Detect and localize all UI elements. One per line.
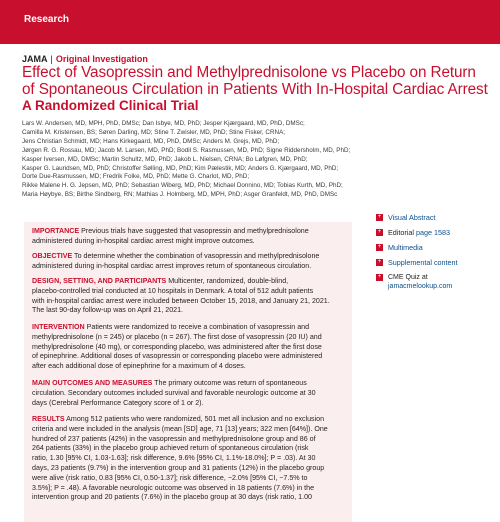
abstract-line: after each additional dose of epinephrine for a maximum of 4 doses. — [32, 362, 246, 371]
section-label: Research — [24, 14, 70, 25]
author-line: Lars W. Andersen, MD, MPH, PhD, DMSc; Dan Isbye, MD, PhD; Jesper Kjærgaard, MD, PhD, DMSc; — [22, 120, 305, 127]
author-line: Jørgen R. G. Rossau, MD; Jacob M. Larsen, MD, PhD; Bodil S. Rasmussen, MD, PhD; Signe Riddersholm, MD, PhD; — [22, 146, 351, 154]
abstract-line: days (Cerebral Performance Category score of 1 or 2). — [32, 398, 204, 407]
article-title: Effect of Vasopressin and Methylprednisolone vs Placebo on Return of Spontaneous Circulation in Patients With In-Hospital Cardiac Arrest — [22, 64, 488, 98]
abstract-line: methylprednisolone (40 mg), or corresponding placebo, was administered after the first dose — [32, 342, 322, 351]
abstract-line: Patients were randomized to receive a combination of vasopressin and — [84, 323, 310, 331]
cme-label: CME Quiz at — [388, 274, 428, 281]
author-line: Kasper G. Lauridsen, MD, PhD; Christoffer Sølling, MD, PhD; Kim Pælestik, MD; Anders G. Kjærgaard, MD, PhD; — [22, 164, 339, 172]
link-label[interactable]: Supplemental content — [388, 258, 458, 267]
section-label: INTERVENTION — [32, 323, 85, 331]
abstract-outcomes — [32, 379, 350, 408]
link-label[interactable]: Multimedia — [388, 243, 423, 252]
journal-separator: | — [50, 54, 53, 64]
link-prefix: Editorial — [388, 228, 416, 237]
abstract-line: intervention group and 20 patients (7.6%) in the placebo group at 30 days (risk ratio, 1.00 — [32, 493, 312, 502]
abstract-line: methylprednisolone (n = 245) or placebo (n = 267). The first dose of vasopressin (20 IU) and — [32, 332, 322, 341]
abstract-design — [32, 277, 350, 316]
author-line: Kasper Iversen, MD, DMSc; Martin Schultz, MD, PhD; Jakob L. Nielsen, CRNA; Bo Løfgren, MD, PhD; — [22, 155, 308, 163]
abstract-line: 3.5%]; P = .48). A favorable neurologic outcome was observed in 18 patients (7.6%) in the — [32, 483, 315, 492]
visual-abstract-icon: + — [377, 214, 382, 220]
link-label[interactable]: Visual Abstract — [388, 213, 436, 222]
abstract-line: of epinephrine. Additional doses of vasopressin or corresponding placebo were administered — [32, 352, 323, 361]
abstract-results — [32, 415, 350, 503]
abstract-line: 264 patients (33%) in the placebo group achieved return of spontaneous circulation (risk — [32, 444, 309, 453]
section-banner — [0, 0, 500, 44]
section-label: DESIGN, SETTING, AND PARTICIPANTS — [32, 277, 167, 285]
author-line: Camilla M. Kristensen, BS; Søren Darling, MD; Stine T. Zwisler, MD, PhD; Stine Fisker, CRNA; — [22, 128, 286, 136]
author-line: Dorte Due-Rasmussen, MD; Fredrik Folke, MD, PhD; Mette G. Charlot, MD, PhD; — [22, 173, 250, 181]
article-type: Original Investigation — [55, 54, 148, 64]
section-label: OBJECTIVE — [32, 252, 73, 260]
section-label: IMPORTANCE — [32, 227, 80, 235]
editorial-link[interactable] — [376, 228, 491, 243]
abstract-objective — [32, 252, 350, 272]
supplemental-content-icon: + — [377, 259, 382, 265]
abstract-intervention — [32, 323, 350, 372]
supplemental-content-link[interactable] — [376, 258, 491, 273]
section-label: MAIN OUTCOMES AND MEASURES — [32, 379, 153, 387]
abstract-line: placebo-controlled trial conducted at 10 hospitals in Denmark. A total of 512 adult patients — [32, 286, 314, 295]
abstract-line: The last 90-day follow-up was on April 21, 2021. — [32, 306, 184, 315]
author-line: Jens Christian Schmidt, MD; Hans Kirkegaard, MD, PhD, DMSc; Anders M. Grejs, MD, PhD; — [22, 137, 280, 145]
article-subtitle: A Randomized Clinical Trial — [22, 98, 199, 113]
author-line: Rikke Malene H. G. Jepsen, MD, PhD; Sebastian Wiberg, MD, PhD; Michael Donnino, MD; Tobias Kurth, MD, PhD; — [22, 182, 343, 190]
multimedia-link[interactable] — [376, 243, 491, 258]
editorial-icon: + — [377, 229, 382, 235]
abstract-line: with in-hospital cardiac arrest were included between October 15, 2018, and January 21, 2021. — [32, 296, 330, 305]
abstract-line: administered during in-hospital cardiac arrest might improve outcomes. — [32, 236, 255, 245]
abstract-line: circulation. Secondary outcomes included survival and favorable neurologic outcome at 30 — [32, 388, 316, 397]
related-content-sidebar — [376, 213, 491, 299]
abstract-line: Among 512 patients who were randomized, 501 met all inclusion and no exclusion — [64, 415, 325, 423]
multimedia-icon: + — [377, 244, 382, 250]
abstract-importance — [32, 227, 350, 247]
section-label: RESULTS — [32, 415, 65, 423]
visual-abstract-link[interactable] — [376, 213, 491, 228]
journal-name: JAMA — [22, 54, 48, 64]
abstract-line: days, 23 patients (9.7%) in the intervention group and 31 patients (12%) in the placebo group — [32, 463, 325, 472]
cme-quiz-icon: + — [377, 274, 382, 280]
abstract-line: administered during in-hospital cardiac arrest improves return of spontaneous circulation. — [32, 261, 312, 270]
abstract-line: hundred of 237 patients (42%) in the vasopressin and methylprednisolone group and 86 of — [32, 434, 316, 443]
abstract-line: Multicenter, randomized, double-blind, — [166, 277, 289, 285]
abstract-line: The primary outcome was return of spontaneous — [152, 379, 307, 387]
cme-quiz-link[interactable] — [376, 273, 491, 299]
abstract-line: ratio, 1.30 [95% CI, 1.03-1.63]; risk difference, 9.6% [95% CI, 1.1%-18.0%]; P = .03). At 30 — [32, 454, 316, 463]
abstract-box — [24, 222, 352, 522]
journal-line — [22, 54, 148, 64]
cme-url[interactable]: jamacmelookup.com — [388, 283, 453, 290]
abstract-line: To determine whether the combination of vasopressin and methylprednisolone — [72, 252, 320, 260]
link-label[interactable]: page 1583 — [415, 228, 450, 237]
abstract-line: were alive (risk ratio, 0.83 [95% CI, 0.50-1.37]; risk difference, −2.0% [95% CI, −7.5% to — [32, 473, 308, 482]
abstract-line: Previous trials have suggested that vasopressin and methylprednisolone — [79, 227, 309, 235]
author-list — [22, 120, 442, 200]
author-line: Maria Høybye, BS; Birthe Sindberg, RN; Mathias J. Holmberg, MD, MPH, PhD; Asger Granfeldt, MD, PhD, DMSc — [22, 191, 338, 199]
abstract-line: criteria and were included in the analysis (mean [SD] age, 71 [13] years; 322 men [64%]). One — [32, 424, 328, 433]
